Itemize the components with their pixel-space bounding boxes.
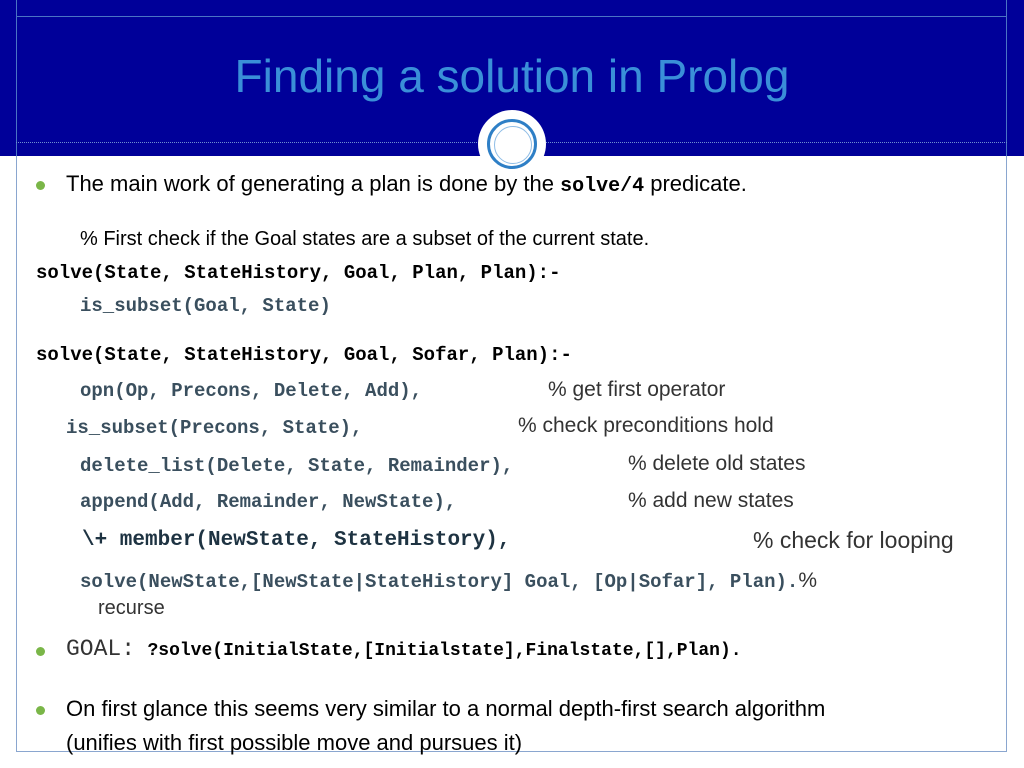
code-comment-intro: % First check if the Goal states are a subset of the current state. <box>80 228 650 250</box>
code-comment-member: % check for looping <box>753 527 954 553</box>
code-line-recurse <box>80 569 817 593</box>
code-line-append: append(Add, Remainder, NewState), <box>80 491 457 513</box>
bullet-goal <box>66 636 742 662</box>
ornament-inner-ring <box>494 126 532 164</box>
bullet-1 <box>66 171 747 198</box>
code-comment-recurse-mark: % <box>798 569 818 592</box>
bullet-1-code: solve/4 <box>560 175 645 198</box>
code-comment-recurse: recurse <box>98 597 165 619</box>
goal-query: ?solve(InitialState,[Initialstate],Finalstate,[],Plan). <box>147 641 742 661</box>
bullet-dot-icon <box>36 706 45 715</box>
code-line-opn: opn(Op, Precons, Delete, Add), <box>80 380 423 402</box>
bullet-dot-icon <box>36 647 45 656</box>
code-head-1: solve(State, StateHistory, Goal, Plan, Plan):- <box>36 262 561 284</box>
bullet-1-tail: predicate. <box>650 171 747 196</box>
code-line-delete: delete_list(Delete, State, Remainder), <box>80 455 514 477</box>
banner-border-top <box>16 16 1007 17</box>
code-comment-append: % add new states <box>628 489 794 512</box>
goal-label: GOAL: <box>66 636 136 662</box>
bullet-dot-icon <box>36 181 45 190</box>
code-body-1: is_subset(Goal, State) <box>80 295 331 317</box>
circle-ornament-icon <box>478 110 546 178</box>
content-border-right <box>1006 156 1007 752</box>
slide-title: Finding a solution in Prolog <box>234 50 790 102</box>
code-comment-opn: % get first operator <box>548 378 726 401</box>
code-line-subset: is_subset(Precons, State), <box>66 417 363 439</box>
code-line-recurse-code: solve(NewState,[NewState|StateHistory] Goal, [Op|Sofar], Plan). <box>80 571 799 593</box>
code-head-2: solve(State, StateHistory, Goal, Sofar, Plan):- <box>36 344 572 366</box>
code-comment-delete: % delete old states <box>628 452 806 475</box>
content-border-left <box>16 156 17 752</box>
code-comment-subset: % check preconditions hold <box>518 414 774 437</box>
bullet-3-line-1: On first glance this seems very similar to a normal depth-first search algorithm <box>66 696 826 721</box>
bullet-3-line-2: (unifies with first possible move and pursues it) <box>66 730 523 755</box>
bullet-1-text: The main work of generating a plan is done by the <box>66 171 554 196</box>
ornament-ring <box>487 119 537 169</box>
code-line-member: \+ member(NewState, StateHistory), <box>82 529 511 552</box>
